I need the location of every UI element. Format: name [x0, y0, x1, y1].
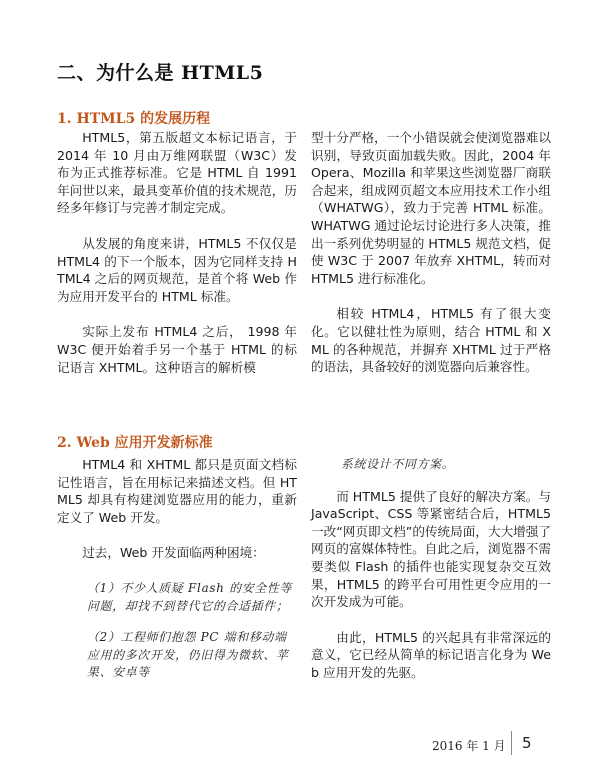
paragraph: 相较 HTML4，HTML5 有了很大变化。它以健壮性为原则，结合 HTML 和 XML 的各种规范，并摒弃 XHTML 过于严格的语法，具备较好的浏览器向后兼容性。: [311, 306, 551, 375]
section-2-heading: 2. Web 应用开发新标准: [57, 435, 213, 451]
page-number: 5: [522, 734, 532, 752]
section-2-right-column: [311, 456, 551, 700]
paragraph: 实际上发布 HTML4 之后， 1998 年 W3C 便开始着手另一个基于 HTML 的标记语言 XHTML。这种语言的解析模: [57, 324, 297, 375]
paragraph: 过去，Web 开发面临两种困境：: [82, 545, 265, 561]
paragraph: 从发展的角度来讲，HTML5 不仅仅是 HTML4 的下一个版本，因为它同样支持 HTML4 之后的网页规范，是首个将 Web 作为应用开发平台的 HTML 标准。: [57, 235, 297, 304]
section-2-left-column: [57, 456, 297, 696]
quote-item: （1）不少人质疑 Flash 的安全性等问题，却找不到替代它的合适插件；: [87, 580, 293, 613]
section-1-heading: 1. HTML5 的发展历程: [57, 111, 211, 127]
page-title: 二、为什么是 HTML5: [57, 62, 264, 84]
paragraph: HTML4 和 XHTML 都只是页面文档标记性语言，旨在用标记来描述文档。但 HTML5 却具有构建浏览器应用的能力，重新定义了 Web 开发。: [57, 457, 297, 525]
paragraph: 而 HTML5 提供了良好的解决方案。与 JavaScript、CSS 等紧密结合后，HTML5 一改“网页即文档”的传统局面，大大增强了网页的富媒体特性。自此之后，浏览器不需要类似 Flash 的插件也能实现复杂交互效果，HTML5 的跨平台可用性更令应用的一次开发成为可能。: [311, 488, 551, 610]
quote-continuation: 系统设计不同方案。: [341, 457, 455, 471]
quote-item: （2）工程师们抱怨 PC 端和移动端应用的多次开发，仍旧得为微软、苹果、安卓等: [87, 630, 289, 680]
footer-date: 2016 年 1 月: [432, 739, 506, 753]
paragraph: HTML5，第五版超文本标记语言，于 2014 年 10 月由万维网联盟（W3C）发布为正式推荐标准。它是 HTML 自 1991 年问世以来，最具变革价值的技术规范，历经多年修订与完善才制定完成。: [57, 130, 297, 216]
footer-divider: [511, 731, 512, 755]
paragraph: 型十分严格，一个小错误就会使浏览器难以识别，导致页面加载失败。因此，2004 年 Opera、Mozilla 和苹果这些浏览器厂商联合起来，组成网页超文本应用技术工作小组（WHATWG），致力于完善 HTML 标准。WHATWG 通过论坛讨论进行多人决策，推出一系列优势明显的 HTML5 规范文档，促使 W3C 于 2007 年放弃 XHTML，转而对 HTML5 进行标准化。: [311, 130, 551, 286]
section-1-right-column: [311, 129, 551, 394]
paragraph: 由此，HTML5 的兴起具有非常深远的意义，它已经从简单的标记语言化身为 Web 应用开发的先驱。: [311, 629, 551, 680]
section-1-left-column: [57, 129, 297, 394]
